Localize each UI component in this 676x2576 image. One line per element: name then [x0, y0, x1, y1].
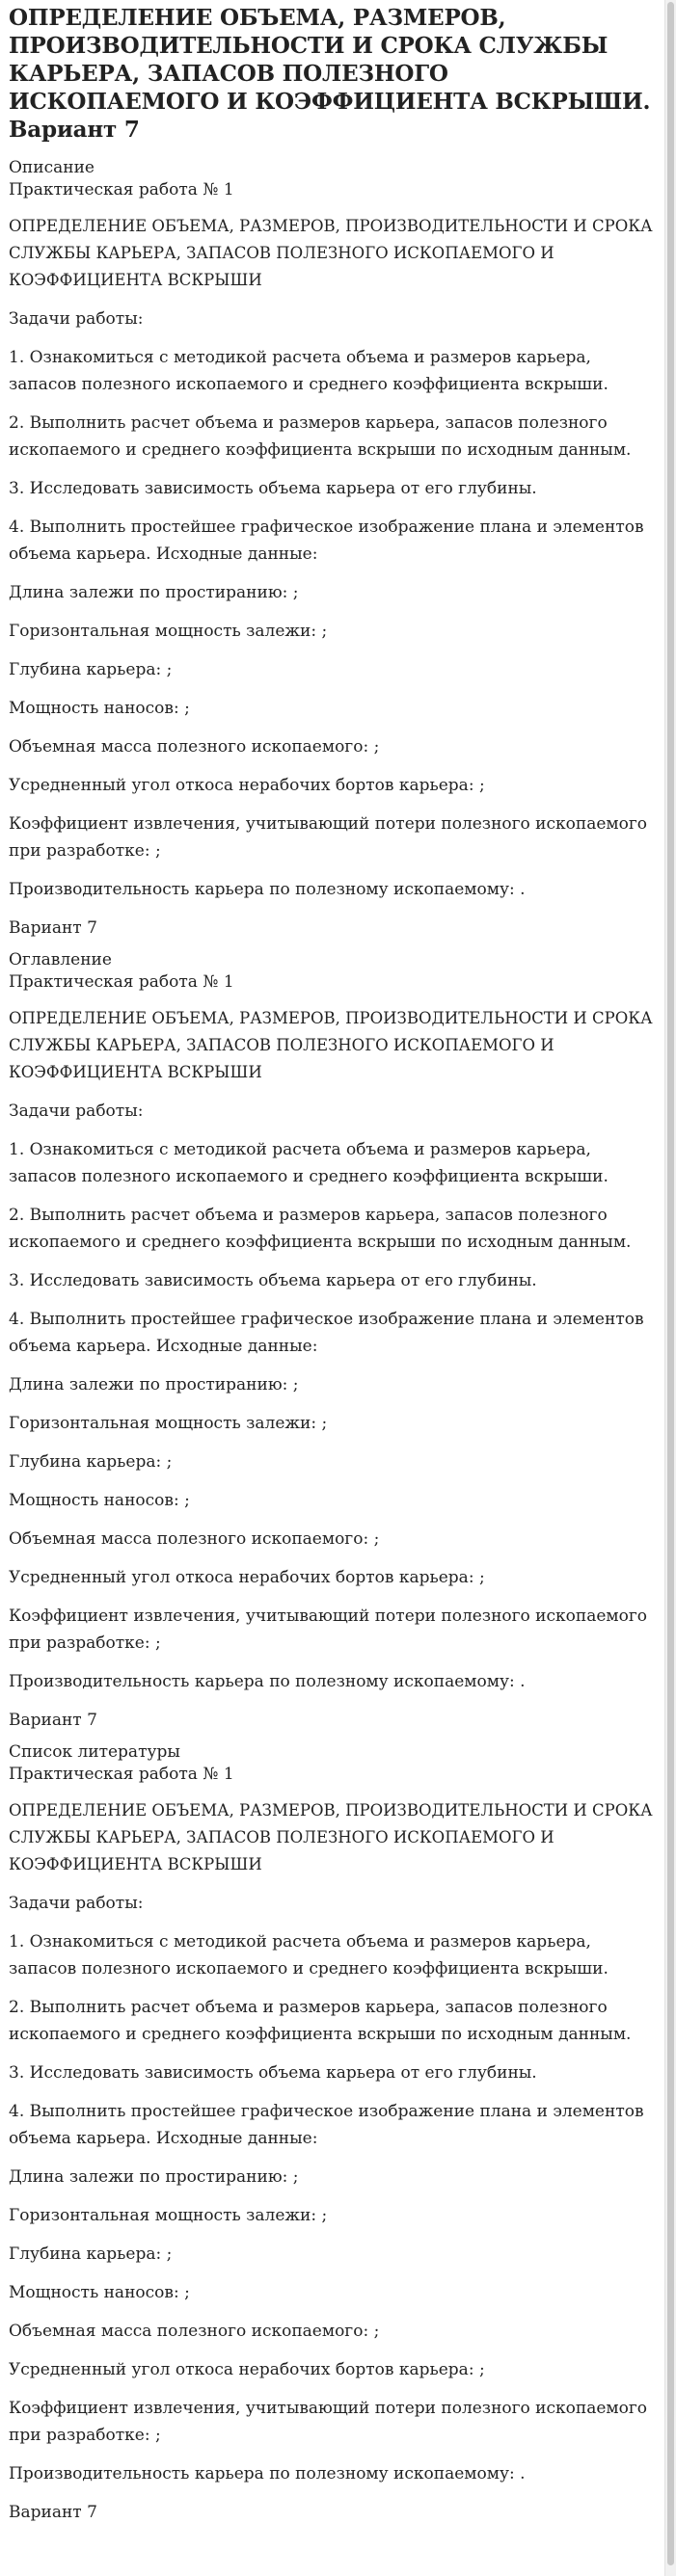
section-label: Оглавление: [9, 950, 112, 969]
paragraph: Коэффициент извлечения, учитывающий потери полезного ископаемого при разработке: ;: [9, 2399, 648, 2445]
paragraph: Коэффициент извлечения, учитывающий потери полезного ископаемого при разработке: ;: [9, 1607, 648, 1653]
paragraph: Задачи работы:: [9, 1894, 144, 1913]
paragraph: 2. Выполнить расчет объема и размеров карьера, запасов полезного ископаемого и среднего коэффициента вскрыши по исходным данным.: [9, 1206, 632, 1252]
paragraph: Вариант 7: [9, 918, 97, 938]
paragraph: ОПРЕДЕЛЕНИЕ ОБЪЕМА, РАЗМЕРОВ, ПРОИЗВОДИТЕЛЬНОСТИ И СРОКА СЛУЖБЫ КАРЬЕРА, ЗАПАСОВ ПОЛЕЗНОГО ИСКОПАЕМОГО И КОЭФФИЦИЕНТА ВСКРЫШИ: [9, 217, 653, 289]
paragraph: Усредненный угол откоса нерабочих бортов карьера: ;: [9, 2360, 485, 2379]
paragraph: ОПРЕДЕЛЕНИЕ ОБЪЕМА, РАЗМЕРОВ, ПРОИЗВОДИТЕЛЬНОСТИ И СРОКА СЛУЖБЫ КАРЬЕРА, ЗАПАСОВ ПОЛЕЗНОГО ИСКОПАЕМОГО И КОЭФФИЦИЕНТА ВСКРЫШИ: [9, 1009, 653, 1081]
paragraph: Горизонтальная мощность залежи: ;: [9, 2206, 328, 2225]
paragraph: Горизонтальная мощность залежи: ;: [9, 622, 328, 641]
paragraph: 4. Выполнить простейшее графическое изображение плана и элементов объема карьера. Исходные данные:: [9, 518, 644, 564]
section-text: [9, 1764, 658, 2526]
scrollbar-thumb[interactable]: [667, 2, 674, 2565]
paragraph: Длина залежи по простиранию: ;: [9, 1375, 299, 1394]
paragraph: Практическая работа № 1: [9, 972, 234, 992]
paragraph: Производительность карьера по полезному ископаемому: .: [9, 1672, 526, 1691]
section-label: Описание: [9, 158, 95, 177]
paragraph: 1. Ознакомиться с методикой расчета объема и размеров карьера, запасов полезного ископаемого и среднего коэффициента вскрыши.: [9, 1932, 608, 1978]
paragraph: Практическая работа № 1: [9, 1765, 234, 1784]
paragraph: Глубина карьера: ;: [9, 2244, 173, 2264]
vertical-scrollbar[interactable]: [664, 0, 676, 2576]
paragraph: Мощность наносов: ;: [9, 699, 190, 718]
paragraph: 4. Выполнить простейшее графическое изображение плана и элементов объема карьера. Исходные данные:: [9, 1310, 644, 1356]
document-title: ОПРЕДЕЛЕНИЕ ОБЪЕМА, РАЗМЕРОВ, ПРОИЗВОДИТЕЛЬНОСТИ И СРОКА СЛУЖБЫ КАРЬЕРА, ЗАПАСОВ ПОЛЕЗНОГО ИСКОПАЕМОГО И КОЭФФИЦИЕНТА ВСКРЫШИ. Вариант 7: [9, 5, 651, 143]
paragraph: Задачи работы:: [9, 1102, 144, 1121]
paragraph: Вариант 7: [9, 2503, 97, 2522]
paragraph: Длина залежи по простиранию: ;: [9, 2167, 299, 2187]
section-text: [9, 179, 658, 942]
paragraph: Производительность карьера по полезному ископаемому: .: [9, 880, 526, 899]
section-references: [9, 1741, 658, 2526]
document-body: [9, 157, 658, 2526]
section-contents: [9, 949, 658, 1734]
paragraph: 1. Ознакомиться с методикой расчета объема и размеров карьера, запасов полезного ископаемого и среднего коэффициента вскрыши.: [9, 348, 608, 394]
section-label: Список литературы: [9, 1742, 180, 1762]
paragraph: Горизонтальная мощность залежи: ;: [9, 1414, 328, 1433]
paragraph: Коэффициент извлечения, учитывающий потери полезного ископаемого при разработке: ;: [9, 814, 648, 861]
paragraph: Производительность карьера по полезному ископаемому: .: [9, 2464, 526, 2483]
paragraph: Вариант 7: [9, 1711, 97, 1730]
paragraph: Усредненный угол откоса нерабочих бортов карьера: ;: [9, 1568, 485, 1587]
section-description: [9, 157, 658, 942]
paragraph: Объемная масса полезного ископаемого: ;: [9, 2322, 380, 2341]
paragraph: Задачи работы:: [9, 309, 144, 329]
paragraph: Практическая работа № 1: [9, 180, 234, 199]
paragraph: 3. Исследовать зависимость объема карьера от его глубины.: [9, 1271, 537, 1290]
paragraph: 3. Исследовать зависимость объема карьера от его глубины.: [9, 479, 537, 498]
paragraph: Объемная масса полезного ископаемого: ;: [9, 1529, 380, 1549]
paragraph: 2. Выполнить расчет объема и размеров карьера, запасов полезного ископаемого и среднего коэффициента вскрыши по исходным данным.: [9, 1998, 632, 2044]
paragraph: Объемная масса полезного ископаемого: ;: [9, 737, 380, 757]
paragraph: Мощность наносов: ;: [9, 1491, 190, 1510]
section-text: [9, 971, 658, 1734]
paragraph: Мощность наносов: ;: [9, 2283, 190, 2302]
paragraph: 2. Выполнить расчет объема и размеров карьера, запасов полезного ископаемого и среднего коэффициента вскрыши по исходным данным.: [9, 413, 632, 460]
paragraph: 1. Ознакомиться с методикой расчета объема и размеров карьера, запасов полезного ископаемого и среднего коэффициента вскрыши.: [9, 1140, 608, 1186]
paragraph: Глубина карьера: ;: [9, 660, 173, 679]
paragraph: Глубина карьера: ;: [9, 1452, 173, 1472]
paragraph: Длина залежи по простиранию: ;: [9, 583, 299, 602]
paragraph: Усредненный угол откоса нерабочих бортов карьера: ;: [9, 776, 485, 795]
paragraph: ОПРЕДЕЛЕНИЕ ОБЪЕМА, РАЗМЕРОВ, ПРОИЗВОДИТЕЛЬНОСТИ И СРОКА СЛУЖБЫ КАРЬЕРА, ЗАПАСОВ ПОЛЕЗНОГО ИСКОПАЕМОГО И КОЭФФИЦИЕНТА ВСКРЫШИ: [9, 1801, 653, 1873]
paragraph: 4. Выполнить простейшее графическое изображение плана и элементов объема карьера. Исходные данные:: [9, 2102, 644, 2148]
paragraph: 3. Исследовать зависимость объема карьера от его глубины.: [9, 2063, 537, 2083]
